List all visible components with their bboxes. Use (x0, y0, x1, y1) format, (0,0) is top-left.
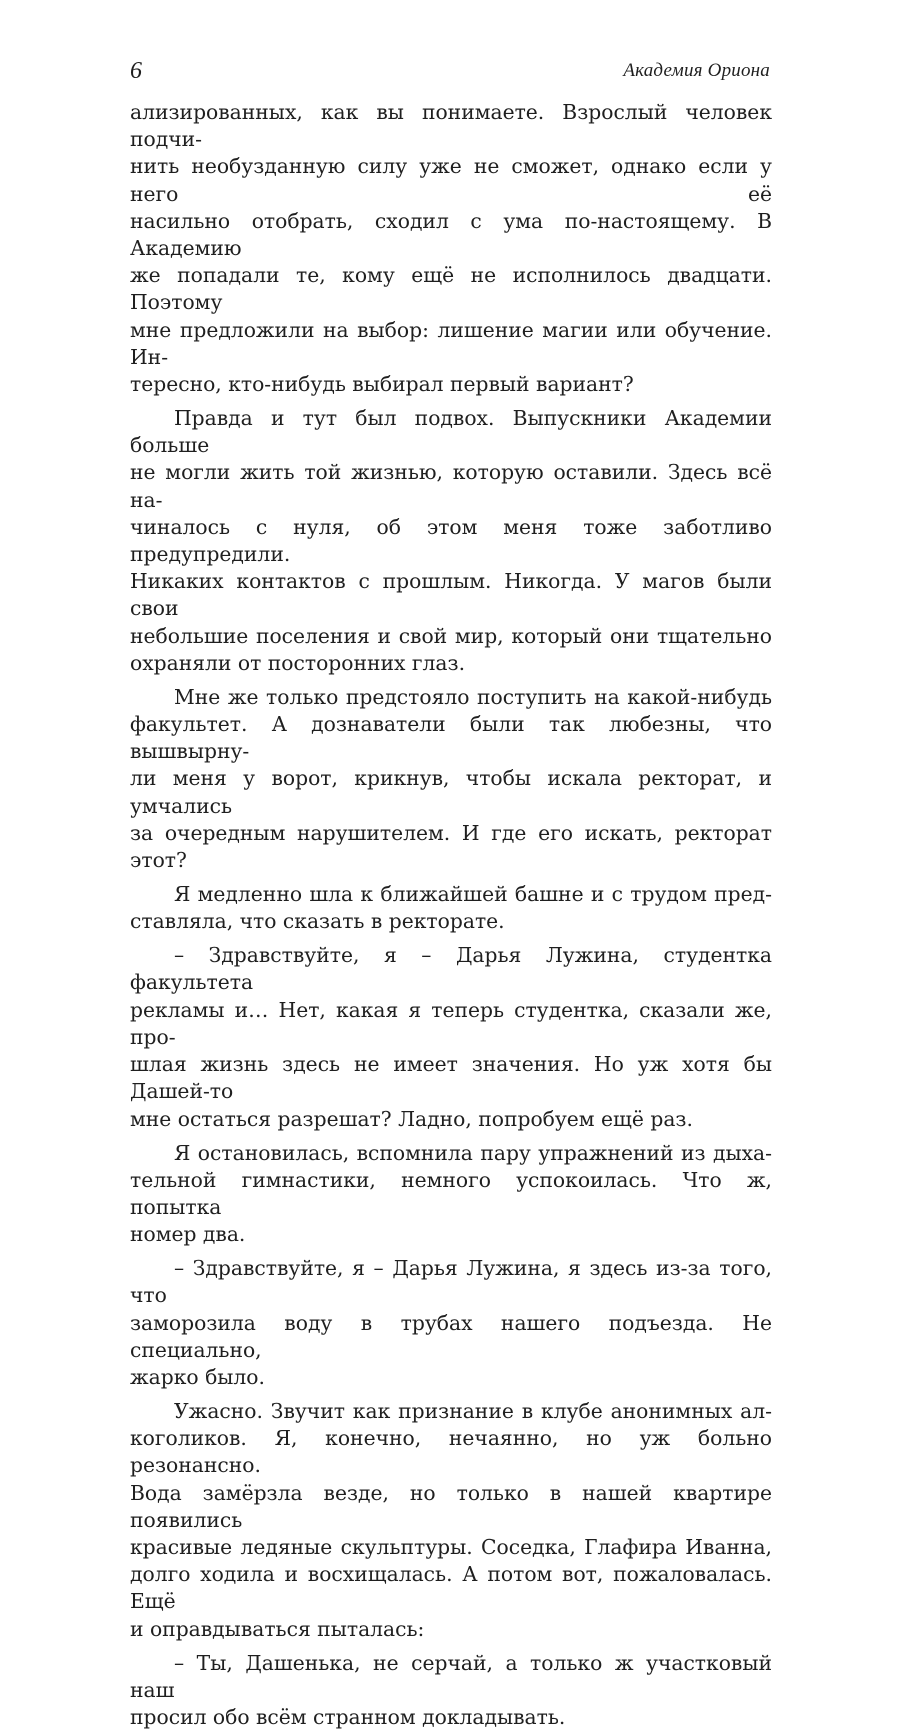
text-line: мне предложили на выбор: лишение магии или обучение. Ин- (130, 317, 772, 369)
paragraph (130, 99, 772, 398)
text-line: Я медленно шла к ближайшей башне и с трудом пред- (174, 882, 772, 907)
paragraph (130, 1255, 772, 1391)
text-line: небольшие поселения и свой мир, который они тщательно (130, 623, 772, 648)
text-line: тельной гимнастики, немного успокоилась. Что ж, попытка (130, 1167, 772, 1219)
paragraph (130, 405, 772, 677)
paragraph (130, 1398, 772, 1643)
text-line: рекламы и… Нет, какая я теперь студентка, сказали же, про- (130, 997, 772, 1049)
text-line: мне остаться разрешат? Ладно, попробуем ещё раз. (130, 1106, 693, 1131)
text-line: номер два. (130, 1222, 246, 1247)
text-line: и оправдываться пыталась: (130, 1616, 425, 1641)
text-line: заморозила воду в трубах нашего подъезда. Не специально, (130, 1310, 772, 1362)
text-line: шлая жизнь здесь не имеет значения. Но уж хотя бы Дашей-то (130, 1052, 772, 1104)
text-line: же попадали те, кому ещё не исполнилось двадцати. Поэтому (130, 263, 772, 315)
page-number: 6 (130, 58, 142, 84)
text-line: просил обо всём странном докладывать. (130, 1704, 566, 1729)
text-line: коголиков. Я, конечно, нечаянно, но уж больно резонансно. (130, 1426, 772, 1478)
text-line: – Здравствуйте, я – Дарья Лужина, я здесь из-за того, что (130, 1256, 772, 1308)
text-line: тересно, кто-нибудь выбирал первый вариант? (130, 372, 634, 397)
body-text (130, 99, 772, 1731)
running-title: Академия Ориона (623, 60, 770, 81)
text-line: жарко было. (130, 1364, 265, 1389)
text-line: не могли жить той жизнью, которую оставили. Здесь всё на- (130, 460, 772, 512)
text-line: ли меня у ворот, крикнув, чтобы искала ректорат, и умчались (130, 766, 772, 818)
text-line: ставляла, что сказать в ректорате. (130, 909, 505, 934)
paragraph (130, 942, 772, 1132)
text-line: Ужасно. Звучит как признание в клубе анонимных ал- (174, 1398, 772, 1423)
paragraph (130, 1650, 772, 1731)
text-line: – Ты, Дашенька, не серчай, а только ж участковый наш (130, 1650, 772, 1702)
text-line: долго ходила и восхищалась. А потом вот, пожаловалась. Ещё (130, 1562, 772, 1614)
text-line: Вода замёрзла везде, но только в нашей квартире появились (130, 1480, 772, 1532)
text-line: за очередным нарушителем. И где его искать, ректорат этот? (130, 820, 772, 873)
paragraph (130, 684, 772, 874)
text-line: насильно отобрать, сходил с ума по-настоящему. В Академию (130, 208, 772, 261)
text-line: Я остановилась, вспомнила пару упражнений из дыха- (174, 1140, 772, 1165)
text-line: Правда и тут был подвох. Выпускники Академии больше (130, 406, 772, 458)
text-line: чиналось с нуля, об этом меня тоже заботливо предупредили. (130, 514, 772, 567)
text-line: нить необузданную силу уже не сможет, однако если у него её (130, 154, 772, 206)
text-line: Никаких контактов с прошлым. Никогда. У магов были свои (130, 569, 772, 621)
text-line: красивые ледяные скульптуры. Соседка, Глафира Иванна, (130, 1534, 772, 1559)
text-line: ализированных, как вы понимаете. Взрослый человек подчи- (130, 100, 772, 152)
running-head (130, 56, 770, 86)
text-line: Мне же только предстояло поступить на какой-нибудь (174, 684, 772, 709)
paragraph (130, 881, 772, 935)
text-line: охраняли от посторонних глаз. (130, 650, 466, 675)
paragraph (130, 1140, 772, 1249)
text-line: – Здравствуйте, я – Дарья Лужина, студентка факультета (130, 943, 772, 995)
text-line: факультет. А дознаватели были так любезны, что вышвырну- (130, 712, 772, 764)
